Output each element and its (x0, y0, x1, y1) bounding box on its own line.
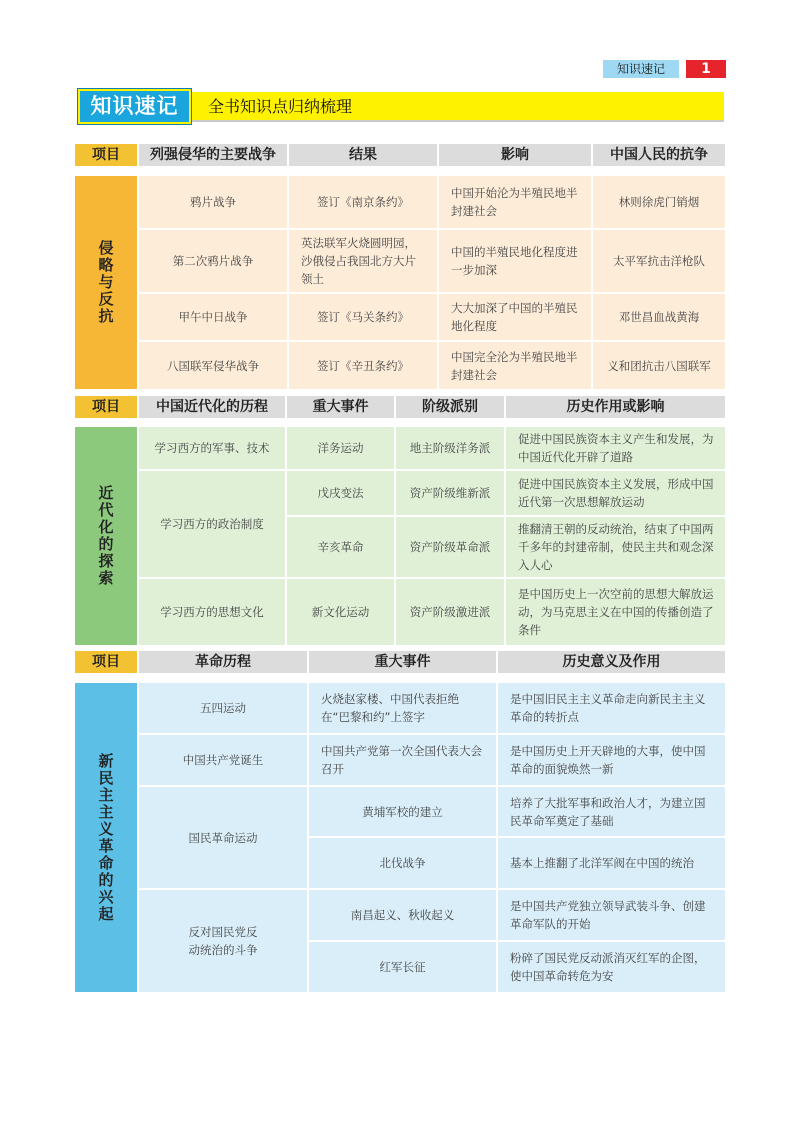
header-cell-wars: 列强侵华的主要战争 (139, 144, 287, 166)
table-cell: 义和团抗击八国联军 (607, 358, 711, 373)
group-cell: 学习西方的思想文化 (160, 605, 264, 619)
table-cell: 签订《马关条约》 (317, 310, 409, 324)
section-new-democratic-revolution (75, 651, 725, 992)
side-label-aggression (75, 176, 137, 389)
table-cell: 中国共产党第一次全国代表大会召开 (321, 744, 482, 776)
group-cell: 五四运动 (200, 701, 246, 715)
group-cell: 国民革命运动 (188, 830, 258, 845)
table-cell: 促进中国民族资本主义产生和发展，为中国近代化开辟了道路 (518, 432, 714, 464)
table-cell: 邓世昌血战黄海 (618, 310, 700, 324)
header-cell-result: 结果 (289, 144, 437, 166)
page-title: 全书知识点归纳梳理 (208, 97, 353, 116)
side-label-text: 侵略与反抗 (96, 240, 115, 325)
side-label-revolution (75, 683, 137, 992)
table-cell: 红军长征 (379, 960, 426, 974)
table-cell: 资产阶级激进派 (409, 605, 491, 619)
section-body (139, 427, 725, 645)
header-cell-project: 项目 (75, 396, 137, 418)
group-cell: 中国共产党诞生 (182, 753, 264, 767)
header-section-chip: 知识速记 (603, 60, 679, 78)
group-cell: 学习西方的军事、技术 (154, 441, 270, 455)
table-cell: 是中国历史上一次空前的思想大解放运动，为马克思主义在中国的传播创造了条件 (518, 587, 714, 637)
section-aggression-resistance (75, 144, 725, 389)
header-cell-faction: 阶级派别 (396, 396, 504, 418)
table-cell: 是中国历史上开天辟地的大事，使中国革命的面貌焕然一新 (510, 744, 706, 776)
table-cell: 鸦片战争 (190, 195, 236, 209)
section-body (139, 683, 725, 992)
table-cell: 洋务运动 (317, 441, 364, 455)
side-label-modernization (75, 427, 137, 645)
table-cell: 大大加深了中国的半殖民地化程度 (451, 301, 578, 333)
table-cell: 签订《南京条约》 (317, 195, 409, 209)
table-cell: 地主阶级洋务派 (409, 441, 491, 455)
table-cell: 资产阶级维新派 (409, 486, 491, 500)
table-cell: 资产阶级革命派 (409, 540, 491, 554)
table-cell: 南昌起义、秋收起义 (350, 908, 455, 922)
table-cell: 基本上推翻了北洋军阀在中国的统治 (510, 856, 694, 870)
header-cell-event: 重大事件 (287, 396, 394, 418)
table-cell: 辛亥革命 (317, 540, 364, 554)
title-badge: 知识速记 (78, 89, 191, 124)
header-cell-significance: 历史意义及作用 (498, 651, 725, 673)
section-modernization (75, 396, 725, 645)
header-cell-project: 项目 (75, 651, 137, 673)
table-cell: 中国的半殖民地化程度进一步加深 (451, 245, 578, 277)
page-number: 1 (686, 60, 726, 78)
table-cell: 中国开始沦为半殖民地半封建社会 (451, 186, 578, 218)
table-cell: 中国完全沦为半殖民地半封建社会 (451, 349, 578, 382)
table-cell: 八国联军侵华战争 (167, 358, 259, 373)
header-cell-struggle: 中国人民的抗争 (593, 144, 725, 166)
table-cell: 太平军抗击洋枪队 (613, 254, 705, 268)
group-cell: 反对国民党反动统治的斗争 (188, 925, 258, 957)
header-cell-effect: 历史作用或影响 (506, 396, 725, 418)
side-label-text: 近代化的探索 (96, 485, 115, 587)
table-cell: 是中国旧民主主义革命走向新民主主义革命的转折点 (510, 692, 706, 724)
table-cell: 签订《辛丑条约》 (317, 358, 409, 373)
side-label-text: 新民主主义革命的兴起 (96, 752, 115, 923)
table-cell: 英法联军火烧圆明园，沙俄侵占我国北方大片领土 (301, 236, 416, 286)
table-cell: 推翻清王朝的反动统治，结束了中国两千多年的封建帝制，使民主共和观念深入人心 (518, 522, 714, 572)
table-cell: 粉碎了国民党反动派消灭红军的企图，使中国革命转危为安 (510, 951, 706, 983)
table-cell: 黄埔军校的建立 (362, 804, 443, 819)
group-cell: 学习西方的政治制度 (160, 517, 264, 531)
table-cell: 甲午中日战争 (178, 310, 248, 324)
table-cell: 培养了大批军事和政治人才，为建立国民革命军奠定了基础 (510, 795, 706, 828)
table-cell: 火烧赵家楼、中国代表拒绝在“巴黎和约”上签字 (321, 692, 459, 724)
table-cell: 第二次鸦片战争 (172, 254, 254, 268)
section-body (139, 176, 725, 389)
table-cell: 是中国共产党独立领导武装斗争、创建革命军队的开始 (510, 899, 706, 931)
table-cell: 新文化运动 (311, 605, 370, 619)
table-cell: 北伐战争 (379, 856, 426, 870)
table-cell: 林则徐虎门销烟 (618, 195, 700, 209)
header-cell-course: 中国近代化的历程 (139, 396, 285, 418)
header-cell-influence: 影响 (439, 144, 591, 166)
header-cell-event: 重大事件 (309, 651, 496, 673)
header-cell-project: 项目 (75, 144, 137, 166)
table-cell: 促进中国民族资本主义发展，形成中国近代第一次思想解放运动 (518, 477, 714, 509)
table-cell: 戊戌变法 (317, 486, 364, 500)
header-cell-course: 革命历程 (139, 651, 307, 673)
